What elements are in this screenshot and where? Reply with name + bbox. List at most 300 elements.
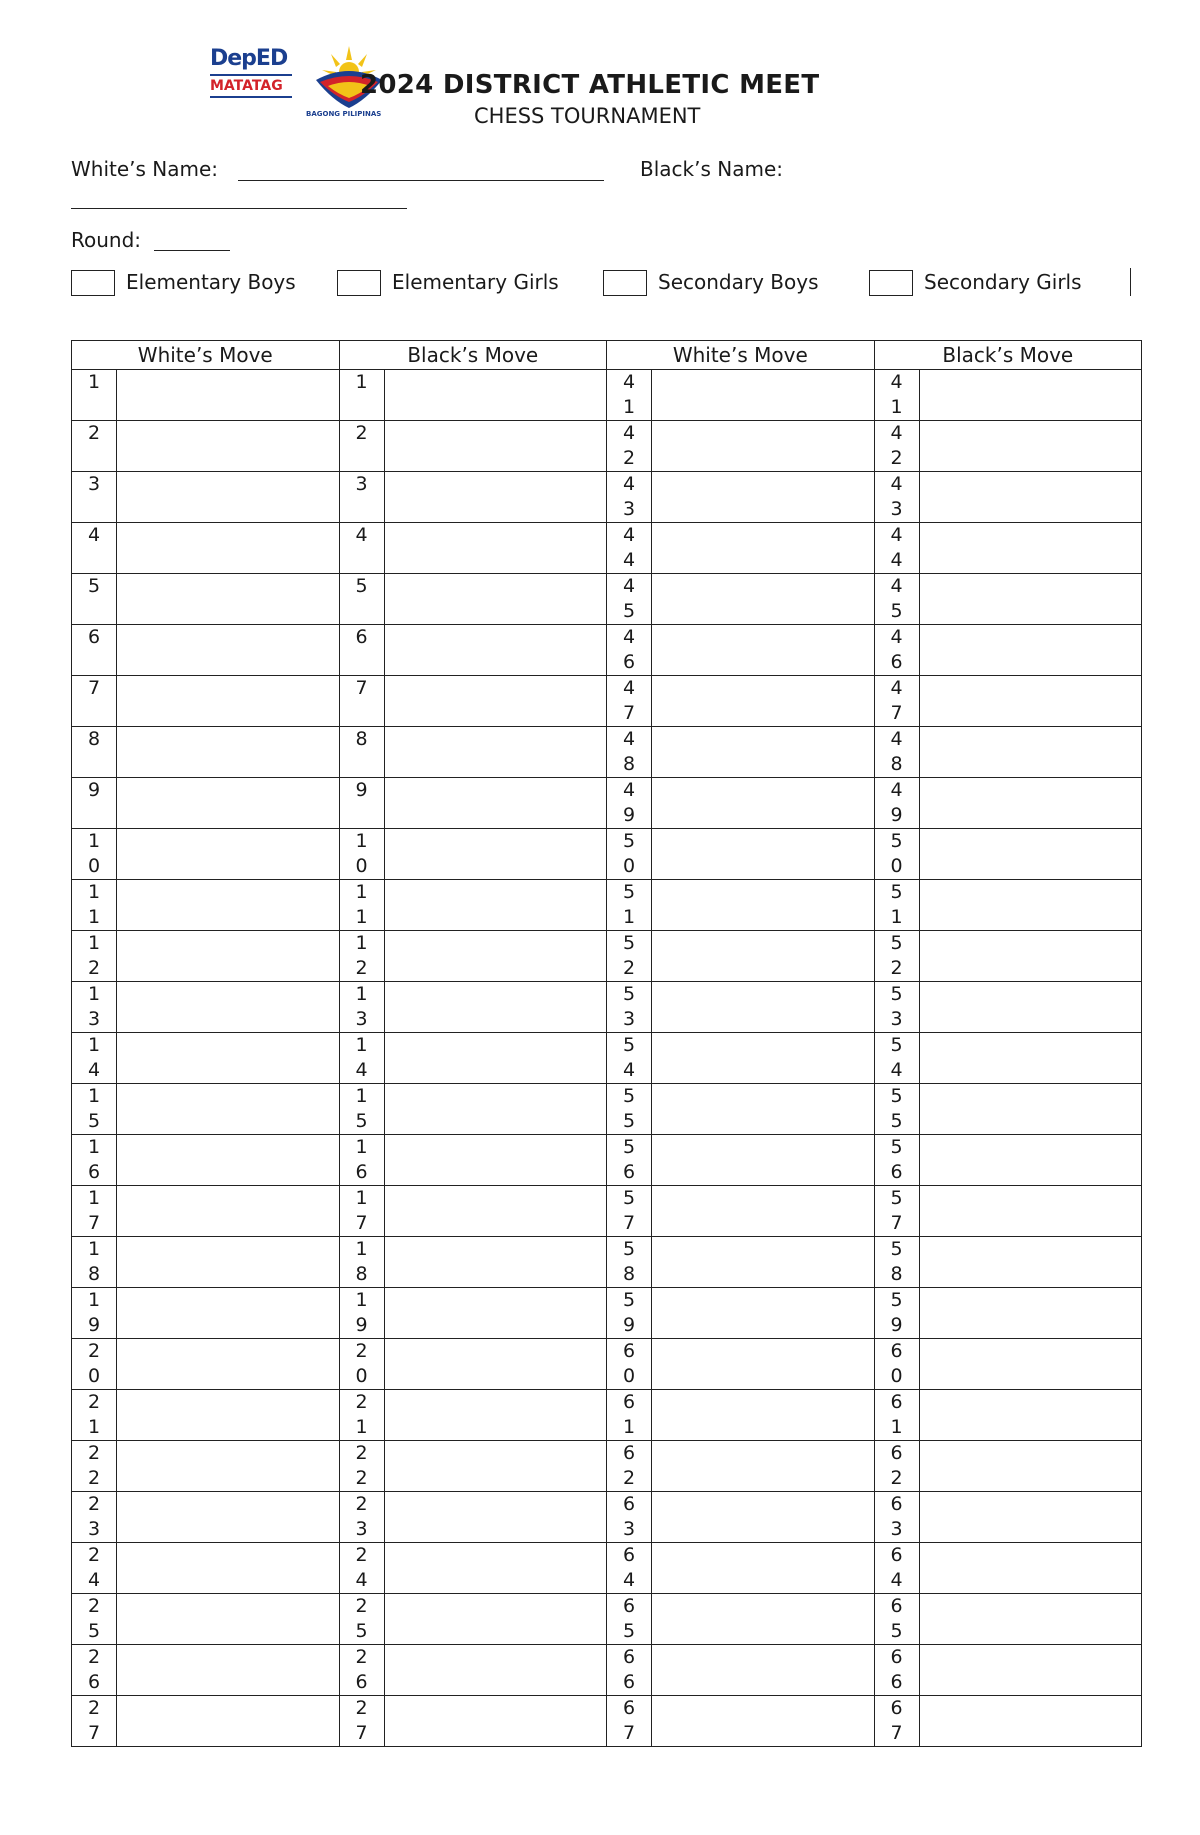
move-number [339, 1441, 384, 1492]
move-number-digit: 5 [622, 1187, 636, 1209]
table-row [72, 1441, 1142, 1492]
move-number-digit: 1 [355, 906, 368, 928]
move-number [339, 727, 384, 778]
move-number [874, 472, 919, 523]
move-number-digit: 1 [355, 1034, 368, 1056]
bagong-pilipinas-text: BAGONG PILIPINAS [306, 110, 382, 118]
move-number-digit: 8 [87, 1263, 101, 1285]
white-move-cell[interactable] [117, 523, 340, 574]
table-row [72, 1084, 1142, 1135]
move-number-digit: 4 [890, 422, 903, 444]
black-move-cell[interactable] [919, 370, 1142, 421]
move-number-digit: 2 [890, 957, 903, 979]
white-move-cell[interactable] [652, 523, 875, 574]
black-move-cell[interactable] [919, 574, 1142, 625]
black-move-cell[interactable] [384, 1135, 607, 1186]
move-number-digit: 6 [622, 1646, 636, 1668]
move-number-digit: 2 [355, 957, 368, 979]
white-move-cell[interactable] [117, 1288, 340, 1339]
white-move-cell[interactable] [652, 676, 875, 727]
black-move-cell[interactable] [384, 1543, 607, 1594]
move-number-digit: 5 [622, 600, 636, 622]
black-move-cell[interactable] [384, 472, 607, 523]
move-number [72, 829, 117, 880]
move-number-digit: 9 [622, 1314, 636, 1336]
white-move-cell[interactable] [652, 421, 875, 472]
deped-matatag-logo [210, 46, 292, 100]
move-number [874, 931, 919, 982]
black-move-cell[interactable] [384, 880, 607, 931]
black-move-cell[interactable] [919, 1237, 1142, 1288]
matatag-logo-text: MATATAG [210, 78, 283, 94]
secondary-girls-label: Secondary Girls [924, 270, 1082, 294]
move-number-digit: 1 [355, 983, 368, 1005]
move-number-digit: 4 [890, 1569, 903, 1591]
move-number [874, 574, 919, 625]
white-move-cell[interactable] [652, 1645, 875, 1696]
move-number [607, 1492, 652, 1543]
white-move-cell[interactable] [117, 1033, 340, 1084]
move-number [874, 829, 919, 880]
move-number [874, 1135, 919, 1186]
black-move-cell[interactable] [919, 676, 1142, 727]
move-number [339, 472, 384, 523]
elementary-boys-checkbox[interactable] [71, 270, 115, 296]
move-number-digit: 5 [87, 575, 101, 597]
move-number-digit: 6 [622, 1391, 636, 1413]
move-number-digit: 6 [890, 1544, 903, 1566]
header-white-move-2: White’s Move [607, 341, 875, 370]
move-number-digit: 2 [87, 1544, 101, 1566]
table-row [72, 523, 1142, 574]
move-number [874, 1288, 919, 1339]
move-number-digit: 9 [355, 779, 368, 801]
move-number [72, 574, 117, 625]
black-move-cell[interactable] [919, 829, 1142, 880]
black-move-cell[interactable] [919, 1543, 1142, 1594]
move-number-digit: 4 [890, 473, 903, 495]
move-number-digit: 1 [87, 1289, 101, 1311]
black-move-cell[interactable] [919, 778, 1142, 829]
white-move-cell[interactable] [117, 1390, 340, 1441]
elementary-girls-checkbox[interactable] [337, 270, 381, 296]
white-move-cell[interactable] [652, 1288, 875, 1339]
move-number-digit: 1 [355, 1416, 368, 1438]
move-number [607, 1441, 652, 1492]
black-move-cell[interactable] [384, 982, 607, 1033]
white-move-cell[interactable] [117, 421, 340, 472]
move-number-digit: 2 [87, 1467, 101, 1489]
white-move-cell[interactable] [117, 1543, 340, 1594]
move-number [874, 523, 919, 574]
move-number-digit: 4 [622, 677, 636, 699]
move-number-digit: 7 [890, 1212, 903, 1234]
white-move-cell[interactable] [117, 778, 340, 829]
move-number-digit: 1 [87, 830, 101, 852]
move-number-digit: 1 [87, 881, 101, 903]
move-number-digit: 4 [622, 1569, 636, 1591]
move-number-digit: 1 [87, 371, 101, 393]
move-number [874, 727, 919, 778]
move-number [339, 982, 384, 1033]
move-number [339, 1135, 384, 1186]
move-number [607, 931, 652, 982]
move-number-digit: 0 [890, 1365, 903, 1387]
move-number-digit: 1 [355, 1187, 368, 1209]
white-move-cell[interactable] [652, 982, 875, 1033]
move-number [607, 1543, 652, 1594]
black-move-cell[interactable] [384, 1645, 607, 1696]
move-number-digit: 3 [622, 1518, 636, 1540]
move-number-digit: 4 [355, 524, 368, 546]
table-row [72, 421, 1142, 472]
move-number-digit: 2 [87, 957, 101, 979]
move-number-digit: 0 [622, 1365, 636, 1387]
move-number-digit: 1 [87, 1238, 101, 1260]
black-move-cell[interactable] [384, 1033, 607, 1084]
move-number-digit: 7 [87, 677, 101, 699]
white-move-cell[interactable] [652, 1339, 875, 1390]
black-move-cell[interactable] [919, 1339, 1142, 1390]
move-number [607, 625, 652, 676]
black-move-cell[interactable] [919, 1033, 1142, 1084]
white-move-cell[interactable] [652, 1135, 875, 1186]
move-number-digit: 1 [622, 1416, 636, 1438]
move-number [339, 1492, 384, 1543]
move-number [72, 1441, 117, 1492]
move-number [72, 1594, 117, 1645]
move-number-digit: 5 [890, 932, 903, 954]
black-move-cell[interactable] [919, 1492, 1142, 1543]
move-number-digit: 1 [355, 830, 368, 852]
black-move-cell[interactable] [919, 1288, 1142, 1339]
move-number-digit: 1 [87, 1416, 101, 1438]
white-move-cell[interactable] [117, 982, 340, 1033]
black-move-cell[interactable] [384, 625, 607, 676]
move-number [874, 1186, 919, 1237]
move-number-digit: 8 [622, 753, 636, 775]
move-number-digit: 5 [890, 1289, 903, 1311]
black-move-cell[interactable] [384, 1288, 607, 1339]
move-number [874, 676, 919, 727]
black-move-cell[interactable] [919, 727, 1142, 778]
move-number-digit: 5 [622, 1238, 636, 1260]
move-number-digit: 3 [622, 1008, 636, 1030]
move-number-digit: 1 [355, 932, 368, 954]
white-move-cell[interactable] [652, 1033, 875, 1084]
move-number [339, 1186, 384, 1237]
black-move-cell[interactable] [919, 523, 1142, 574]
black-move-cell[interactable] [919, 1084, 1142, 1135]
move-number-digit: 6 [890, 1493, 903, 1515]
move-number [339, 1288, 384, 1339]
move-number [874, 778, 919, 829]
move-number-digit: 2 [622, 1467, 636, 1489]
move-number-digit: 8 [890, 1263, 903, 1285]
black-move-cell[interactable] [384, 1594, 607, 1645]
move-number [339, 574, 384, 625]
white-move-cell[interactable] [652, 1237, 875, 1288]
table-row [72, 1288, 1142, 1339]
white-move-cell[interactable] [117, 370, 340, 421]
move-number-digit: 0 [890, 855, 903, 877]
black-move-cell[interactable] [919, 880, 1142, 931]
move-number-digit: 5 [622, 1136, 636, 1158]
black-move-cell[interactable] [384, 1237, 607, 1288]
white-move-cell[interactable] [117, 727, 340, 778]
move-number [874, 1492, 919, 1543]
white-move-cell[interactable] [117, 1696, 340, 1747]
page-title: 2024 DISTRICT ATHLETIC MEET [360, 70, 820, 100]
black-move-cell[interactable] [384, 676, 607, 727]
move-number-digit: 2 [87, 1646, 101, 1668]
move-number-digit: 2 [355, 1697, 368, 1719]
move-number-digit: 6 [622, 1697, 636, 1719]
move-number [72, 931, 117, 982]
move-number-digit: 8 [355, 1263, 368, 1285]
white-move-cell[interactable] [117, 1237, 340, 1288]
move-number [339, 1033, 384, 1084]
move-number-digit: 1 [87, 1187, 101, 1209]
secondary-girls-checkbox[interactable] [869, 270, 913, 296]
white-move-cell[interactable] [652, 574, 875, 625]
black-name-field[interactable] [71, 208, 407, 209]
move-number-digit: 6 [890, 1595, 903, 1617]
black-move-cell[interactable] [384, 1696, 607, 1747]
black-move-cell[interactable] [384, 1390, 607, 1441]
black-move-cell[interactable] [919, 1594, 1142, 1645]
white-move-cell[interactable] [117, 1645, 340, 1696]
move-number [607, 1645, 652, 1696]
white-move-cell[interactable] [652, 1543, 875, 1594]
move-number-digit: 7 [622, 1722, 636, 1744]
white-move-cell[interactable] [652, 931, 875, 982]
white-move-cell[interactable] [652, 880, 875, 931]
black-move-cell[interactable] [919, 1441, 1142, 1492]
white-move-cell[interactable] [117, 1492, 340, 1543]
move-number-digit: 6 [622, 1161, 636, 1183]
move-number [72, 676, 117, 727]
black-move-cell[interactable] [919, 1186, 1142, 1237]
move-number-digit: 6 [890, 1340, 903, 1362]
black-move-cell[interactable] [384, 523, 607, 574]
move-number-digit: 9 [87, 1314, 101, 1336]
move-number-digit: 5 [87, 1620, 101, 1642]
black-move-cell[interactable] [384, 1084, 607, 1135]
white-move-cell[interactable] [117, 1594, 340, 1645]
move-number-digit: 2 [890, 447, 903, 469]
black-move-cell[interactable] [919, 1696, 1142, 1747]
move-number [72, 1288, 117, 1339]
move-number [874, 1390, 919, 1441]
move-number-digit: 5 [890, 1034, 903, 1056]
move-number [607, 1135, 652, 1186]
white-move-cell[interactable] [652, 472, 875, 523]
move-number-digit: 4 [890, 549, 903, 571]
black-move-cell[interactable] [384, 421, 607, 472]
move-number-digit: 8 [622, 1263, 636, 1285]
move-number-digit: 4 [622, 626, 636, 648]
move-number-digit: 1 [355, 1085, 368, 1107]
white-move-cell[interactable] [652, 625, 875, 676]
round-field[interactable] [154, 250, 230, 251]
table-row [72, 1390, 1142, 1441]
table-row [72, 676, 1142, 727]
move-number-digit: 3 [87, 1008, 101, 1030]
move-number [874, 880, 919, 931]
move-number-digit: 1 [87, 1085, 101, 1107]
black-move-cell[interactable] [384, 778, 607, 829]
move-number-digit: 2 [355, 1544, 368, 1566]
move-number-digit: 4 [622, 524, 636, 546]
black-move-cell[interactable] [919, 982, 1142, 1033]
move-number-digit: 4 [622, 1059, 636, 1081]
black-move-cell[interactable] [384, 1441, 607, 1492]
move-number-digit: 7 [87, 1212, 101, 1234]
header-white-move-1: White’s Move [72, 341, 340, 370]
white-move-cell[interactable] [117, 880, 340, 931]
move-number-digit: 1 [622, 396, 636, 418]
white-move-cell[interactable] [117, 1186, 340, 1237]
move-number-digit: 5 [890, 1187, 903, 1209]
move-number [874, 982, 919, 1033]
table-row [72, 1237, 1142, 1288]
move-number [72, 1186, 117, 1237]
move-number-digit: 7 [355, 1722, 368, 1744]
move-number-digit: 3 [622, 498, 636, 520]
move-number [72, 1033, 117, 1084]
move-number-digit: 2 [355, 1442, 368, 1464]
move-number-digit: 1 [355, 881, 368, 903]
black-move-cell[interactable] [919, 1135, 1142, 1186]
move-number-digit: 5 [622, 1085, 636, 1107]
white-move-cell[interactable] [117, 931, 340, 982]
black-move-cell[interactable] [384, 931, 607, 982]
move-number [607, 1696, 652, 1747]
move-number-digit: 6 [622, 1340, 636, 1362]
move-number [607, 676, 652, 727]
white-move-cell[interactable] [652, 1492, 875, 1543]
black-move-cell[interactable] [919, 1390, 1142, 1441]
move-number [874, 370, 919, 421]
move-number [72, 523, 117, 574]
move-number-digit: 0 [622, 855, 636, 877]
move-number [607, 982, 652, 1033]
black-move-cell[interactable] [384, 1339, 607, 1390]
table-row [72, 370, 1142, 421]
white-move-cell[interactable] [652, 1594, 875, 1645]
move-number [72, 472, 117, 523]
table-row [72, 1594, 1142, 1645]
white-move-cell[interactable] [117, 1135, 340, 1186]
move-number [72, 1645, 117, 1696]
move-number-digit: 9 [622, 804, 636, 826]
white-move-cell[interactable] [652, 1084, 875, 1135]
move-number-digit: 2 [87, 1442, 101, 1464]
move-number-digit: 0 [355, 1365, 368, 1387]
move-number [339, 931, 384, 982]
white-move-cell[interactable] [117, 829, 340, 880]
white-move-cell[interactable] [117, 676, 340, 727]
white-move-cell[interactable] [117, 574, 340, 625]
move-number-digit: 6 [622, 651, 636, 673]
move-number [339, 523, 384, 574]
move-number-digit: 5 [355, 1110, 368, 1132]
white-move-cell[interactable] [117, 1084, 340, 1135]
table-row [72, 1645, 1142, 1696]
white-move-cell[interactable] [117, 472, 340, 523]
move-number-digit: 4 [890, 371, 903, 393]
move-number [72, 1390, 117, 1441]
white-move-cell[interactable] [117, 1441, 340, 1492]
move-number-digit: 5 [890, 983, 903, 1005]
white-move-cell[interactable] [652, 778, 875, 829]
move-number-digit: 1 [355, 1289, 368, 1311]
white-move-cell[interactable] [652, 1696, 875, 1747]
move-number [607, 523, 652, 574]
move-number [72, 982, 117, 1033]
table-row [72, 1543, 1142, 1594]
secondary-boys-checkbox[interactable] [603, 270, 647, 296]
move-number [874, 1237, 919, 1288]
table-row [72, 1696, 1142, 1747]
move-number-digit: 2 [87, 1340, 101, 1362]
move-number-digit: 6 [87, 1161, 101, 1183]
table-row [72, 727, 1142, 778]
white-name-field[interactable] [238, 180, 604, 181]
white-move-cell[interactable] [652, 1441, 875, 1492]
black-move-cell[interactable] [384, 370, 607, 421]
black-move-cell[interactable] [919, 472, 1142, 523]
move-number-digit: 3 [890, 1008, 903, 1030]
table-row [72, 1186, 1142, 1237]
white-move-cell[interactable] [652, 829, 875, 880]
white-move-cell[interactable] [652, 1186, 875, 1237]
move-number-digit: 3 [355, 1518, 368, 1540]
move-number [339, 676, 384, 727]
white-move-cell[interactable] [117, 1339, 340, 1390]
white-move-cell[interactable] [652, 727, 875, 778]
black-move-cell[interactable] [919, 421, 1142, 472]
black-move-cell[interactable] [384, 727, 607, 778]
black-move-cell[interactable] [384, 574, 607, 625]
move-number-digit: 1 [355, 1238, 368, 1260]
page-subtitle: CHESS TOURNAMENT [474, 104, 701, 128]
move-number [72, 625, 117, 676]
move-number [339, 829, 384, 880]
move-number [607, 574, 652, 625]
white-move-cell[interactable] [117, 625, 340, 676]
move-number-digit: 6 [355, 1671, 368, 1693]
black-move-cell[interactable] [384, 829, 607, 880]
white-move-cell[interactable] [652, 370, 875, 421]
move-number-digit: 7 [355, 677, 368, 699]
black-move-cell[interactable] [919, 931, 1142, 982]
move-number-digit: 2 [355, 422, 368, 444]
move-number-digit: 2 [87, 1493, 101, 1515]
black-move-cell[interactable] [919, 1645, 1142, 1696]
black-move-cell[interactable] [919, 625, 1142, 676]
move-number-digit: 6 [890, 651, 903, 673]
move-number-digit: 5 [622, 1289, 636, 1311]
move-number-digit: 3 [890, 498, 903, 520]
black-move-cell[interactable] [384, 1186, 607, 1237]
table-row [72, 880, 1142, 931]
move-number-digit: 4 [890, 626, 903, 648]
black-move-cell[interactable] [384, 1492, 607, 1543]
white-move-cell[interactable] [652, 1390, 875, 1441]
secondary-boys-label: Secondary Boys [658, 270, 819, 294]
